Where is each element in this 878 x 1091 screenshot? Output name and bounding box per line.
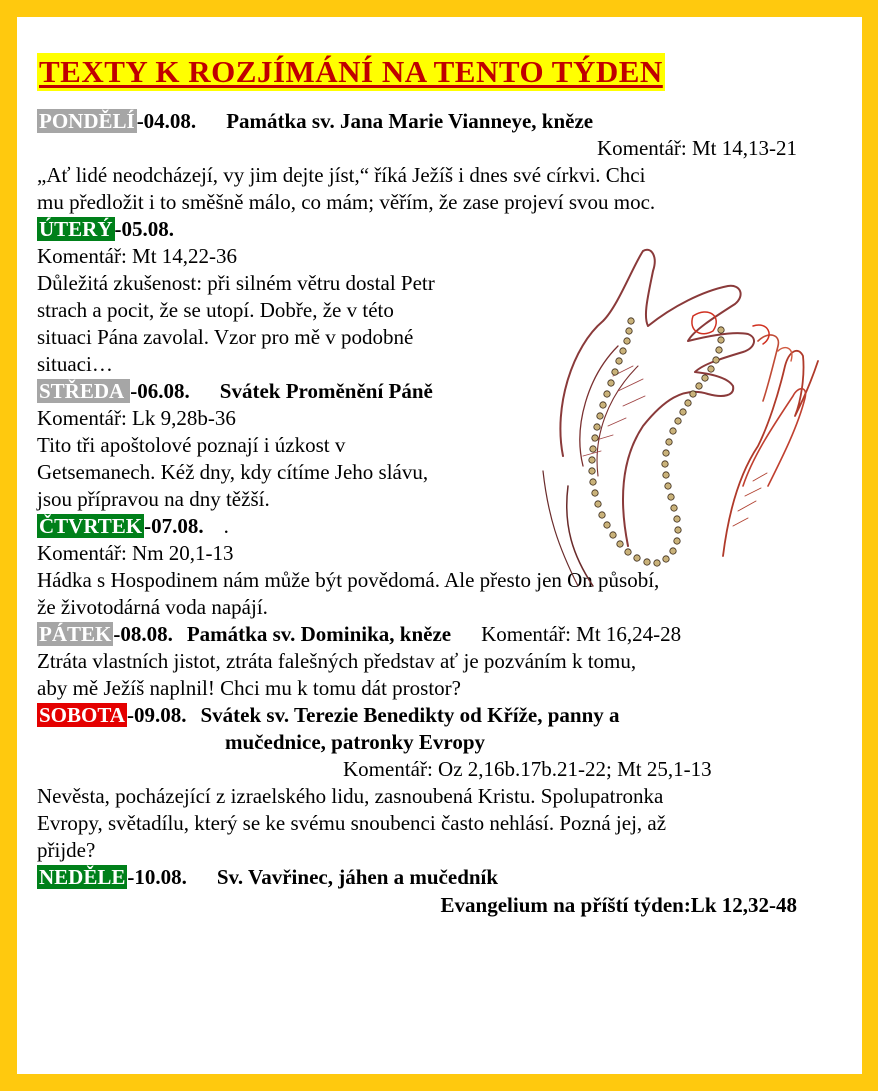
comment-tuesday: Komentář: Mt 14,22-36 <box>37 244 238 268</box>
day-label-thursday: ČTVRTEK <box>39 514 143 538</box>
day-label-saturday: SOBOTA <box>39 703 125 727</box>
feast-friday: Památka sv. Dominika, kněze <box>186 622 452 646</box>
praying-hands-illustration <box>523 226 823 596</box>
feast-saturday-2: mučednice, patronky Evropy <box>225 730 485 754</box>
comment-friday: Komentář: Mt 16,24-28 <box>481 622 682 646</box>
comment-thursday: Komentář: Nm 20,1-13 <box>37 541 234 565</box>
day-friday <box>37 621 797 648</box>
day-label-friday: PÁTEK <box>39 622 112 646</box>
text-wednesday-2: Getsemanech. Kéž dny, kdy cítíme Jeho slávu, <box>37 460 429 484</box>
feast-monday: Památka sv. Jana Marie Vianneye, kněze <box>226 109 594 133</box>
feast-thursday: . <box>223 514 229 538</box>
text-thursday-1: Hádka s Hospodinem nám může být povědomá. Ale přesto jen On působí, <box>37 568 660 592</box>
text-saturday-2: Evropy, světadílu, který se ke svému snoubenci často nehlásí. Pozná jej, až <box>37 811 667 835</box>
date-monday: -04.08. <box>136 109 197 133</box>
text-thursday-2: že životodárná voda napájí. <box>37 595 268 619</box>
date-wednesday: -06.08. <box>130 379 190 403</box>
day-saturday <box>37 702 797 729</box>
text-monday-2: mu předložit i to směšně málo, co mám; věřím, že zase projeví svou moc. <box>37 190 656 214</box>
footer-gospel: Evangelium na příští týden:Lk 12,32-48 <box>440 893 797 917</box>
text-tuesday-1: Důležitá zkušenost: při silném větru dostal Petr <box>37 271 435 295</box>
text-monday-1: „Ať lidé neodcházejí, vy jim dejte jíst,“ říká Ježíš i dnes své církvi. Chci <box>37 163 646 187</box>
text-friday-2: aby mě Ježíš naplnil! Chci mu k tomu dát prostor? <box>37 676 461 700</box>
text-saturday-1: Nevěsta, pocházející z izraelského lidu, zasnoubená Kristu. Spolupatronka <box>37 784 664 808</box>
feast-sunday: Sv. Vavřinec, jáhen a mučedník <box>216 865 499 889</box>
text-friday-1: Ztráta vlastních jistot, ztráta falešných představ ať je pozváním k tomu, <box>37 649 637 673</box>
comment-monday: Komentář: Mt 14,13-21 <box>596 136 797 160</box>
text-tuesday-3: situaci Pána zavolal. Vzor pro mě v podobné <box>37 325 414 349</box>
day-sunday <box>37 864 797 891</box>
feast-wednesday: Svátek Proměnění Páně <box>219 379 433 403</box>
text-saturday-3: přijde? <box>37 838 96 862</box>
day-monday <box>37 108 797 135</box>
day-label-tuesday: ÚTERÝ <box>39 217 113 241</box>
page-title: TEXTY K ROZJÍMÁNÍ NA TENTO TÝDEN <box>39 54 663 89</box>
text-tuesday-4: situaci… <box>37 352 113 376</box>
text-wednesday-1: Tito tři apoštolové poznají i úzkost v <box>37 433 346 457</box>
date-sunday: -10.08. <box>127 865 187 889</box>
feast-saturday: Svátek sv. Terezie Benedikty od Kříže, panny a <box>200 703 620 727</box>
text-tuesday-2: strach a pocit, že se utopí. Dobře, že v této <box>37 298 394 322</box>
text-wednesday-3: jsou přípravou na dny těžší. <box>37 487 270 511</box>
day-label-wednesday: STŘEDA <box>39 379 129 403</box>
date-saturday: -09.08. <box>126 703 187 727</box>
comment-saturday: Komentář: Oz 2,16b.17b.21-22; Mt 25,1-13 <box>343 757 712 781</box>
date-friday: -08.08. <box>113 622 173 646</box>
date-tuesday: -05.08. <box>114 217 175 241</box>
day-label-sunday: NEDĚLE <box>39 865 126 889</box>
comment-wednesday: Komentář: Lk 9,28b-36 <box>37 406 236 430</box>
date-thursday: -07.08. <box>144 514 204 538</box>
day-label-monday: PONDĚLÍ <box>39 109 135 133</box>
